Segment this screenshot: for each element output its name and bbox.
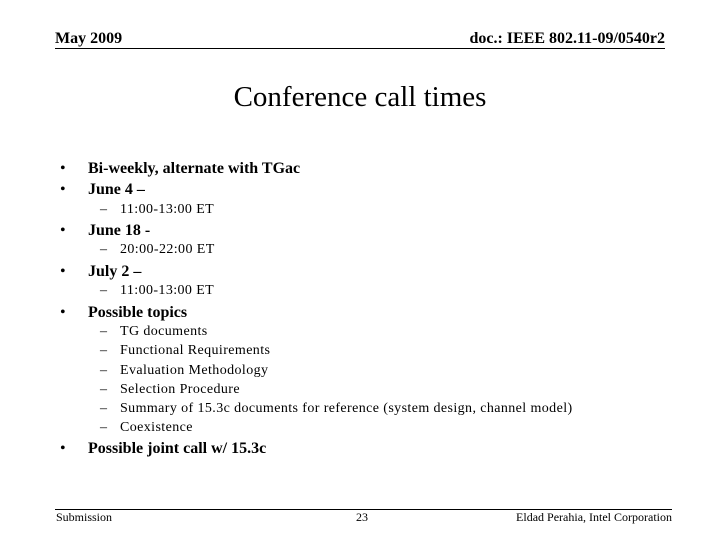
sub-bullet-text: 20:00-22:00 ET	[120, 242, 215, 257]
dash-icon: –	[100, 242, 108, 257]
slide-title: Conference call times	[233, 81, 487, 113]
dash-icon: –	[100, 202, 108, 217]
dash-icon: –	[100, 343, 108, 358]
sub-bullet-text: TG documents	[120, 324, 208, 339]
sub-bullet-text: Summary of 15.3c documents for reference (system design, channel model)	[120, 401, 573, 416]
bullet-icon: •	[60, 440, 66, 457]
bullet-icon: •	[60, 181, 66, 198]
dash-icon: –	[100, 363, 108, 378]
bullet-text: June 18 -	[88, 222, 151, 239]
sub-bullet-text: 11:00-13:00 ET	[120, 202, 215, 217]
dash-icon: –	[100, 382, 108, 397]
sub-bullet-text: Functional Requirements	[120, 343, 271, 358]
page-number: 23	[356, 510, 368, 524]
bullet-text: June 4 –	[88, 181, 145, 198]
bullet-icon: •	[60, 263, 66, 280]
footer-author: Eldad Perahia, Intel Corporation	[516, 510, 672, 524]
dash-icon: –	[100, 283, 108, 298]
footer-submission: Submission	[56, 510, 113, 524]
bullet-text: Bi-weekly, alternate with TGac	[88, 160, 301, 177]
dash-icon: –	[100, 401, 108, 416]
sub-bullet-text: Evaluation Methodology	[120, 363, 269, 378]
bullet-icon: •	[60, 160, 66, 177]
bullet-text: Possible topics	[88, 304, 188, 321]
bullet-text: July 2 –	[88, 263, 142, 280]
dash-icon: –	[100, 324, 108, 339]
bullet-icon: •	[60, 222, 66, 239]
header-date: May 2009	[55, 30, 123, 47]
bullet-icon: •	[60, 304, 66, 321]
header-rule	[55, 48, 665, 49]
sub-bullet-text: Coexistence	[120, 420, 193, 435]
dash-icon: –	[100, 420, 108, 435]
sub-bullet-text: 11:00-13:00 ET	[120, 283, 215, 298]
header-doc-id: doc.: IEEE 802.11-09/0540r2	[469, 30, 665, 47]
sub-bullet-text: Selection Procedure	[120, 382, 240, 397]
bullet-text: Possible joint call w/ 15.3c	[88, 440, 267, 457]
